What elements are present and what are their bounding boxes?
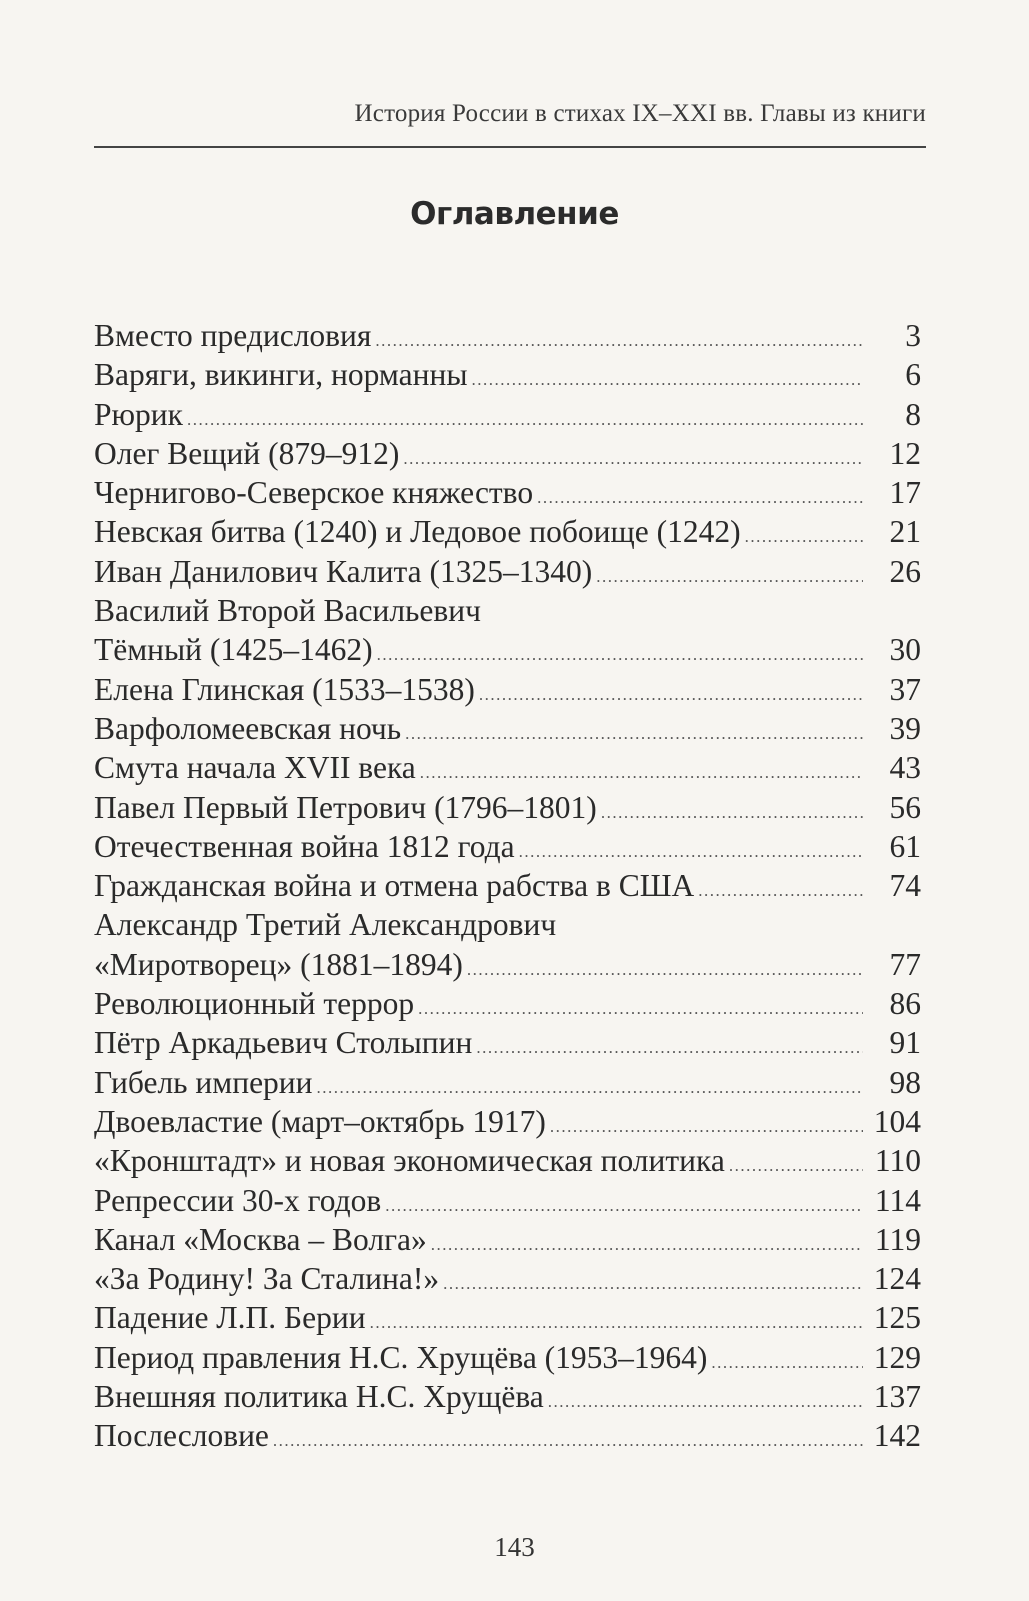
- toc-entry: [94, 1183, 921, 1222]
- toc-entry-title: Период правления Н.С. Хрущёва (1953–1964): [94, 1339, 708, 1375]
- toc-leader: [476, 1038, 863, 1058]
- toc-entry-title: Тёмный (1425–1462): [94, 632, 373, 668]
- toc-entry-title: Смута начала XVII века: [94, 750, 416, 786]
- toc-entry-title: Вместо предисловия: [94, 318, 372, 353]
- toc-leader: [467, 960, 863, 980]
- toc-entry: [94, 672, 921, 711]
- toc-leader: [472, 370, 864, 390]
- toc-entry-page: 43: [889, 750, 921, 786]
- toc-entry-title: Двоевластие (март–октябрь 1917): [94, 1103, 546, 1139]
- toc-entry-title: Невская битва (1240) и Ледовое побоище (1242): [94, 514, 741, 550]
- toc-leader: [385, 1196, 863, 1216]
- toc-entry-title: Послесловие: [94, 1418, 269, 1454]
- toc-leader: [443, 1274, 863, 1294]
- toc-entry: [94, 514, 921, 553]
- toc-entry: [94, 1025, 921, 1064]
- toc-entry: [94, 986, 921, 1025]
- toc-entry: [94, 1143, 921, 1182]
- toc-entry-title: Чернигово-Северское княжество: [94, 475, 534, 511]
- toc-entry-title: Василий Второй Васильевич: [94, 593, 481, 629]
- toc-entry-page: 8: [905, 396, 921, 432]
- header-rule: [94, 146, 926, 148]
- toc-entry-title: Рюрик: [94, 396, 183, 432]
- toc-entry-page: 125: [873, 1300, 921, 1336]
- toc-entry-title: «Кронштадт» и новая экономическая политика: [94, 1143, 725, 1179]
- toc-leader: [745, 527, 863, 547]
- toc-entry-title: Внешняя политика Н.С. Хрущёва: [94, 1379, 544, 1415]
- toc-entry-page: 77: [889, 946, 921, 982]
- toc-entry-page: 86: [889, 986, 921, 1022]
- toc-entry-title: Варфоломеевская ночь: [94, 710, 402, 746]
- toc-leader: [420, 763, 863, 783]
- toc-entry: [94, 790, 921, 829]
- toc-entry-line: [94, 593, 921, 632]
- toc-entry: [94, 1222, 921, 1261]
- toc-entry-title: Олег Вещий (879–912): [94, 435, 400, 471]
- toc-leader: [418, 999, 863, 1019]
- toc-entry: [94, 711, 921, 750]
- toc-entry-page: 98: [889, 1064, 921, 1100]
- toc-entry: [94, 357, 921, 396]
- toc-entry-page: 12: [889, 435, 921, 471]
- toc-entry-page: 61: [889, 828, 921, 864]
- toc-entry: [94, 554, 921, 593]
- toc-entry: [94, 750, 921, 789]
- toc-leader: [698, 881, 863, 901]
- toc-title: Оглавление: [410, 196, 619, 232]
- toc-leader: [596, 567, 863, 587]
- toc-leader: [405, 724, 863, 744]
- toc-leader: [370, 1313, 863, 1333]
- toc-entry-title: Революционный террор: [94, 986, 415, 1022]
- toc-entry-page: 17: [889, 475, 921, 511]
- toc-entry-page: 26: [889, 553, 921, 589]
- toc-leader: [711, 1353, 863, 1373]
- toc-leader: [519, 842, 863, 862]
- toc-entry-page: 37: [889, 671, 921, 707]
- toc-leader: [550, 1117, 863, 1137]
- toc-entry-page: 110: [874, 1143, 921, 1179]
- toc-entry-title: Александр Третий Александрович: [94, 907, 557, 943]
- toc-entry: [94, 829, 921, 868]
- toc-entry-title: Канал «Москва – Волга»: [94, 1221, 427, 1257]
- toc-leader: [479, 685, 863, 705]
- toc-leader: [377, 645, 863, 665]
- toc-leader: [273, 1431, 863, 1451]
- toc-entry-title: «Миротворец» (1881–1894): [94, 946, 463, 982]
- toc-entry: [94, 947, 921, 986]
- toc-leader: [403, 449, 863, 469]
- toc-leader: [431, 1235, 863, 1255]
- toc-entry: [94, 1261, 921, 1300]
- toc-entry: [94, 1104, 921, 1143]
- page-number: 143: [494, 1532, 535, 1562]
- toc-leader: [729, 1156, 863, 1176]
- toc-entry: [94, 1300, 921, 1339]
- toc-leader: [187, 410, 863, 430]
- toc-entry-page: 129: [873, 1339, 921, 1375]
- toc-entry-title: Падение Л.П. Берии: [94, 1300, 366, 1336]
- toc-entry-title: Гражданская война и отмена рабства в США: [94, 868, 695, 904]
- toc-leader: [601, 803, 863, 823]
- toc-entry-page: 21: [889, 514, 921, 550]
- toc-entry-line: [94, 907, 921, 946]
- toc-entry: [94, 318, 921, 357]
- toc-entry-page: 30: [889, 632, 921, 668]
- toc-entry-title: «За Родину! За Сталина!»: [94, 1261, 440, 1297]
- toc-entry-title: Отечественная война 1812 года: [94, 828, 515, 864]
- toc-entry-page: 137: [873, 1379, 921, 1415]
- toc-entry: [94, 1065, 921, 1104]
- toc-entry: [94, 868, 921, 907]
- toc-entry-page: 74: [889, 868, 921, 904]
- toc-entry-title: Елена Глинская (1533–1538): [94, 671, 475, 707]
- toc-entry-title: Пётр Аркадьевич Столыпин: [94, 1025, 473, 1061]
- toc-entry-page: 119: [874, 1221, 921, 1257]
- toc-entry-title: Гибель империи: [94, 1064, 313, 1100]
- toc-entry-page: 56: [889, 789, 921, 825]
- toc-leader: [317, 1078, 863, 1098]
- toc-entry-title: Павел Первый Петрович (1796–1801): [94, 789, 597, 825]
- toc-entry-page: 6: [905, 357, 921, 393]
- toc-entry-page: 104: [873, 1103, 921, 1139]
- toc-entry-page: 124: [873, 1261, 921, 1297]
- table-of-contents: [94, 318, 921, 1458]
- toc-entry: [94, 436, 921, 475]
- toc-entry: [94, 632, 921, 671]
- running-head: История России в стихах IX–XXI вв. Главы из книги: [354, 100, 926, 127]
- toc-entry-title: Иван Данилович Калита (1325–1340): [94, 553, 593, 589]
- toc-entry: [94, 1379, 921, 1418]
- toc-entry-page: 39: [889, 710, 921, 746]
- toc-entry: [94, 475, 921, 514]
- toc-entry: [94, 397, 921, 436]
- toc-entry-page: 114: [874, 1182, 921, 1218]
- toc-entry-title: Репрессии 30-х годов: [94, 1182, 382, 1218]
- toc-leader: [537, 488, 863, 508]
- toc-entry-title: Варяги, викинги, норманны: [94, 357, 468, 393]
- toc-entry: [94, 1340, 921, 1379]
- toc-entry-page: 142: [873, 1418, 921, 1454]
- toc-leader: [375, 331, 863, 351]
- toc-entry: [94, 1418, 921, 1457]
- toc-leader: [548, 1392, 863, 1412]
- toc-entry-page: 91: [889, 1025, 921, 1061]
- toc-entry-page: 3: [905, 318, 921, 353]
